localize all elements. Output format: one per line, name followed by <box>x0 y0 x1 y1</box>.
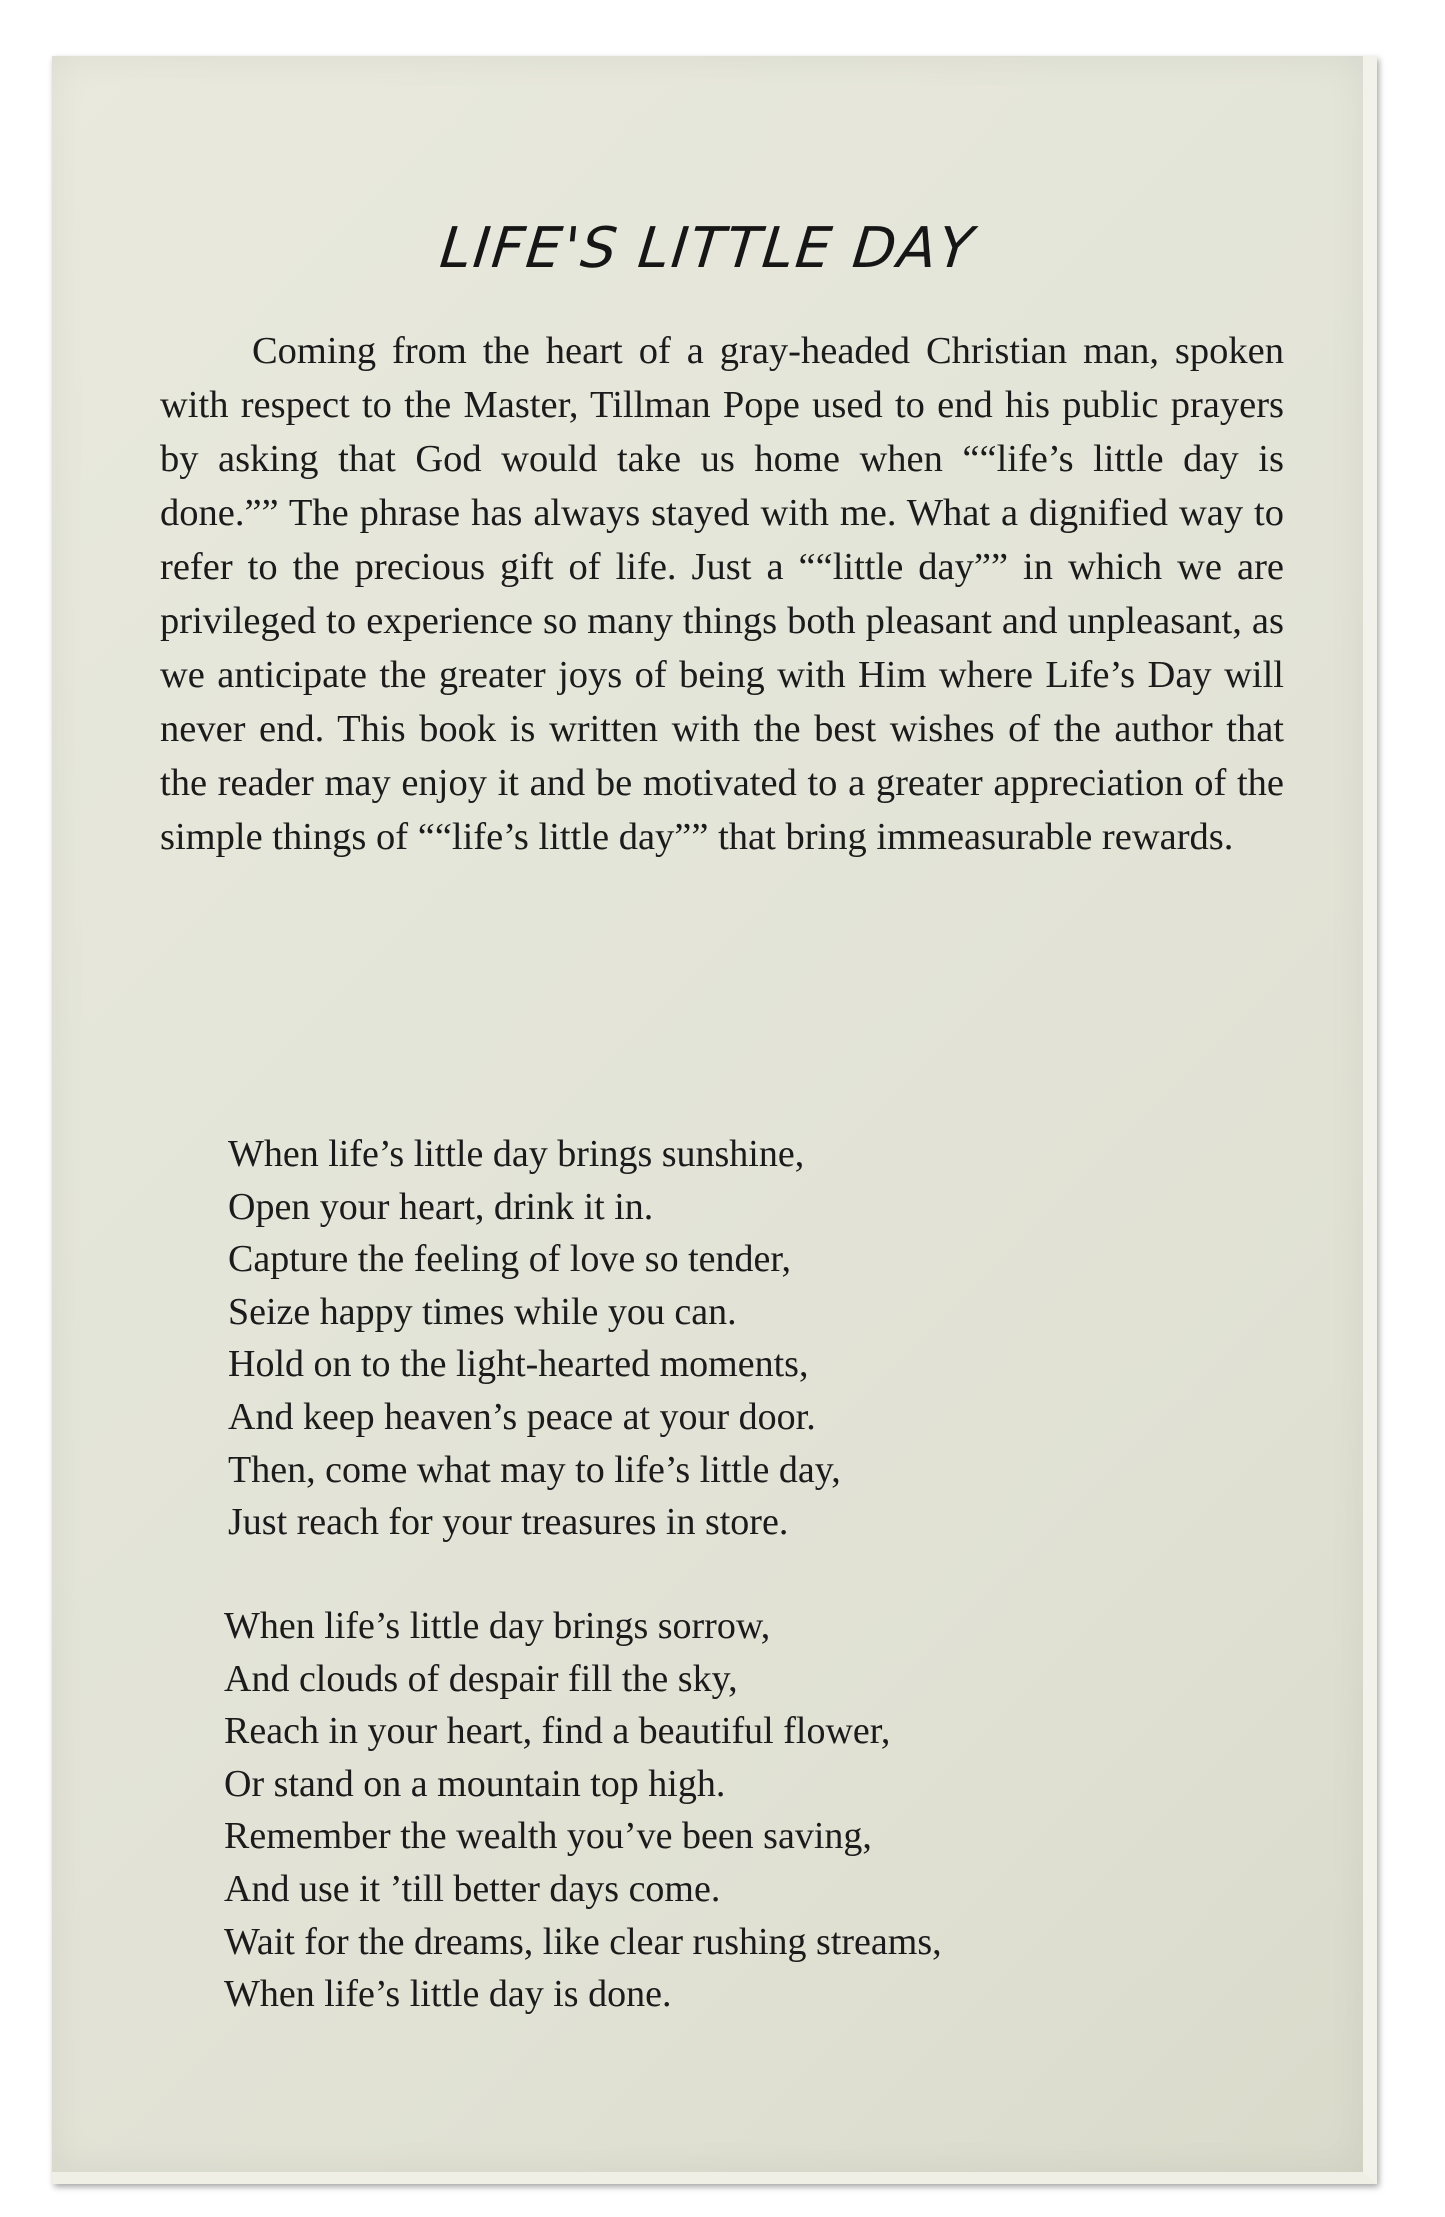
poem-line: Just reach for your treasures in store. <box>228 1501 789 1544</box>
poem-line: Hold on to the light-hearted moments, <box>228 1343 809 1386</box>
poem-line: Capture the feeling of love so tender, <box>228 1238 792 1281</box>
poem-line: And keep heaven’s peace at your door. <box>228 1395 816 1438</box>
poem-line: Reach in your heart, find a beautiful flower, <box>224 1710 891 1753</box>
handwritten-title: LIFE'S LITTLE DAY <box>436 216 979 281</box>
poem-line: Or stand on a mountain top high. <box>224 1762 726 1805</box>
poem-line: And use it ’till better days come. <box>224 1867 721 1910</box>
poem-line: Seize happy times while you can. <box>228 1290 737 1333</box>
poem-line: Remember the wealth you’ve been saving, <box>224 1815 872 1858</box>
poem-stanza-1 <box>228 1128 841 1549</box>
poem-line: Then, come what may to life’s little day, <box>228 1448 841 1491</box>
poem-line: Open your heart, drink it in. <box>228 1185 654 1228</box>
intro-paragraph: Coming from the heart of a gray-headed Christian man, spoken with respect to the Master, Tillman Pope used to end his public prayers by asking that God would take us home when ““life’s little day is done.”” The phrase has always stayed with me. What a dignified way to refer to the precious gift of life. Just a ““little day”” in which we are privileged to experience so many things both pleasant and unpleasant, as we anticipate the greater joys of being with Him where Life’s Day will never end. This book is written with the best wishes of the author that the reader may enjoy it and be motivated to a greater appreciation of the simple things of ““life’s little day”” that bring immeasurable rewards. <box>160 330 1284 858</box>
poem-line: And clouds of despair fill the sky, <box>224 1657 738 1700</box>
book-back-cover <box>52 56 1377 2184</box>
poem-stanza-2 <box>224 1600 942 2021</box>
poem-line: When life’s little day brings sorrow, <box>224 1605 771 1647</box>
poem-line: When life’s little day is done. <box>224 1973 672 2016</box>
poem-line: When life’s little day brings sunshine, <box>228 1133 805 1175</box>
poem-line: Wait for the dreams, like clear rushing streams, <box>224 1920 942 1963</box>
